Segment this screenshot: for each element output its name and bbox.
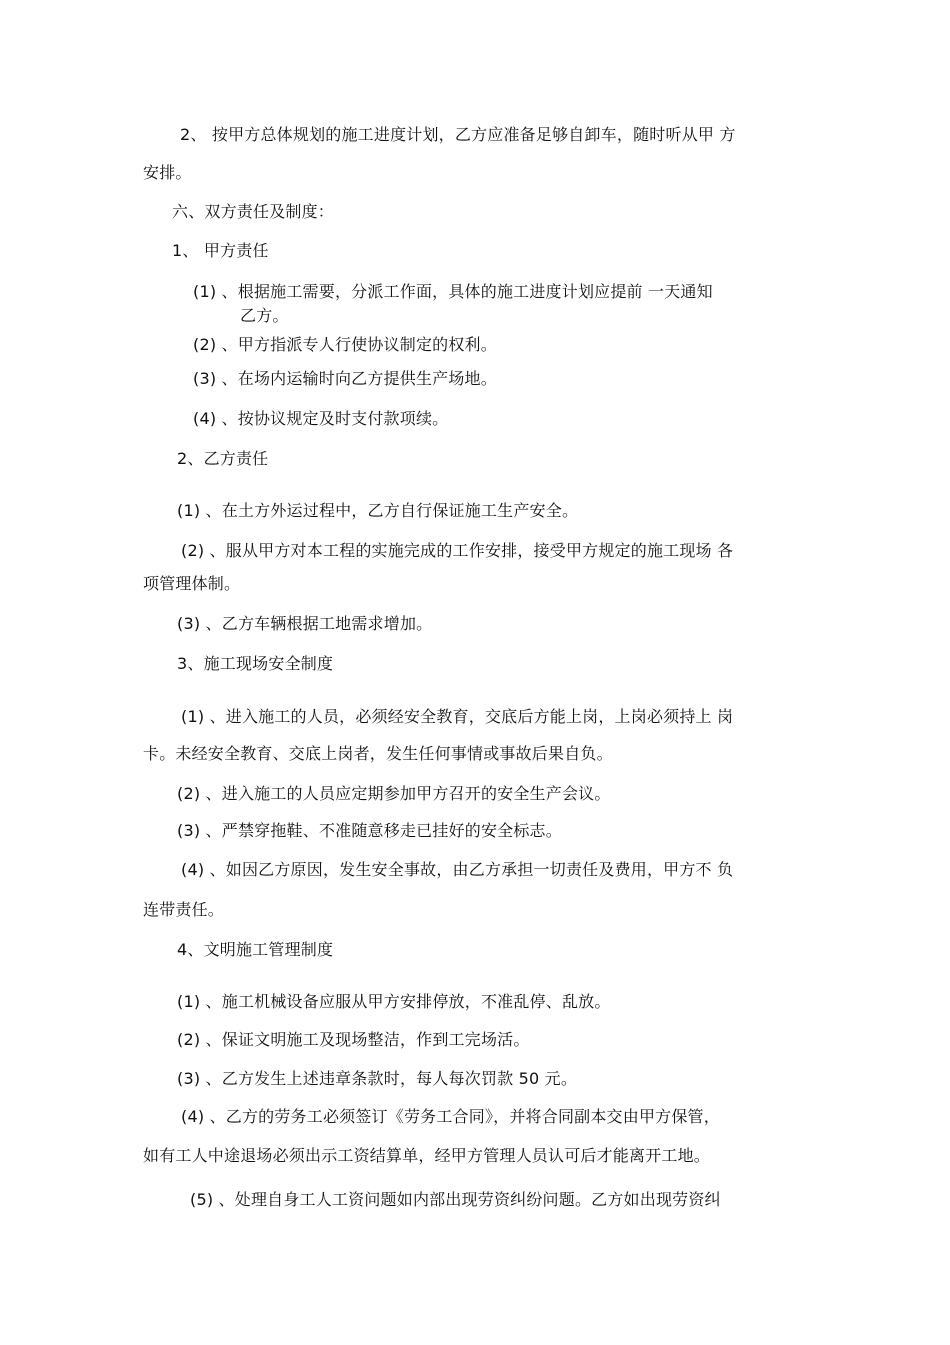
list-item: (3) 、严禁穿拖鞋、不准随意移走已挂好的安全标志。 bbox=[177, 821, 562, 840]
para-line: 安排。 bbox=[143, 163, 192, 182]
sub-heading: 1、 甲方责任 bbox=[172, 241, 269, 260]
list-item: (2) 、保证文明施工及现场整洁，作到工完场活。 bbox=[177, 1030, 530, 1049]
list-item: (4) 、如因乙方原因，发生安全事故，由乙方承担一切责任及费用，甲方不 负 bbox=[181, 860, 734, 879]
sub-heading: 4、文明施工管理制度 bbox=[177, 940, 334, 959]
list-item: (2) 、服从甲方对本工程的实施完成的工作安排，接受甲方规定的施工现场 各 bbox=[181, 541, 734, 560]
list-item: (4) 、按协议规定及时支付款项续。 bbox=[193, 409, 449, 428]
sub-heading: 3、施工现场安全制度 bbox=[177, 654, 334, 673]
list-item: (3) 、乙方车辆根据工地需求增加。 bbox=[177, 614, 433, 633]
list-item: (3) 、在场内运输时向乙方提供生产场地。 bbox=[193, 369, 497, 388]
list-item: (1) 、在土方外运过程中，乙方自行保证施工生产安全。 bbox=[177, 501, 579, 520]
sub-heading: 2、乙方责任 bbox=[177, 449, 269, 468]
para-line: 卡。未经安全教育、交底上岗者，发生任何事情或事故后果自负。 bbox=[143, 744, 613, 763]
list-item: (5) 、处理自身工人工资问题如内部出现劳资纠纷问题。乙方如出现劳资纠 bbox=[190, 1190, 721, 1209]
list-item: (1) 、施工机械设备应服从甲方安排停放，不准乱停、乱放。 bbox=[177, 992, 611, 1011]
list-item: (4) 、乙方的劳务工必须签订《劳务工合同》，并将合同副本交由甲方保管， bbox=[181, 1107, 720, 1126]
list-item: (1) 、根据施工需要，分派工作面，具体的施工进度计划应提前 一天通知 bbox=[193, 282, 713, 301]
para-line: 乙方。 bbox=[240, 306, 289, 325]
list-item: (2) 、进入施工的人员应定期参加甲方召开的安全生产会议。 bbox=[177, 784, 611, 803]
para-line: 连带责任。 bbox=[143, 900, 225, 919]
list-item: (3) 、乙方发生上述违章条款时，每人每次罚款 50 元。 bbox=[177, 1069, 578, 1088]
list-item: (2) 、甲方指派专人行使协议制定的权利。 bbox=[193, 335, 497, 354]
section-heading: 六、双方责任及制度： bbox=[172, 202, 335, 221]
para-line: 项管理体制。 bbox=[143, 574, 241, 593]
list-item: (1) 、进入施工的人员，必须经安全教育，交底后方能上岗，上岗必须持上 岗 bbox=[181, 707, 734, 726]
para-line: 如有工人中途退场必须出示工资结算单，经甲方管理人员认可后才能离开工地。 bbox=[143, 1146, 711, 1165]
para-line: 2、 按甲方总体规划的施工进度计划，乙方应准备足够自卸车，随时听从甲 方 bbox=[180, 125, 736, 144]
